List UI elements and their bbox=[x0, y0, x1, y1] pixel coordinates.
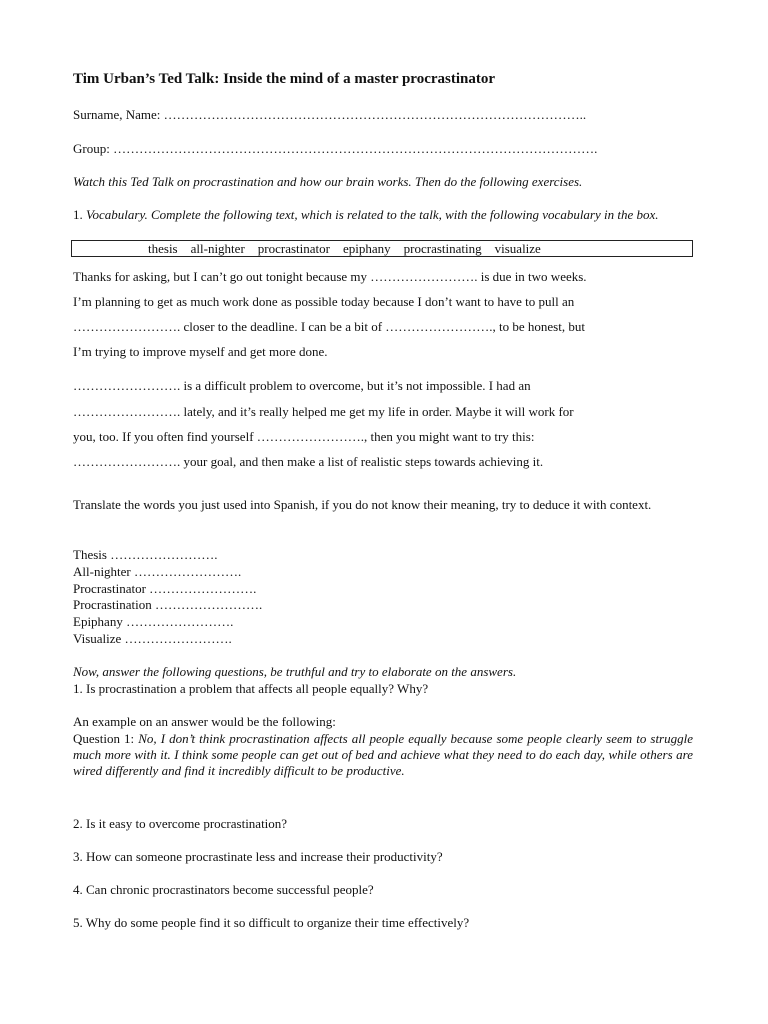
question-1: 1. Is procrastination a problem that affects all people equally? Why? bbox=[73, 681, 429, 696]
vocab-word: all-nighter bbox=[190, 240, 245, 256]
exercise1-instruction bbox=[73, 207, 693, 223]
group-field[interactable]: Group: …………………………………………………………………………………………………. bbox=[73, 141, 598, 156]
text-line: Thanks for asking, but I can’t go out tonight because my ……………………. is due in two weeks. bbox=[73, 269, 587, 284]
question-4: 4. Can chronic procrastinators become successful people? bbox=[73, 882, 374, 897]
text-line: I’m trying to improve myself and get more done. bbox=[73, 344, 328, 359]
text-line: ……………………. is a difficult problem to overcome, but it’s not impossible. I had an bbox=[73, 378, 531, 393]
text-line: ……………………. lately, and it’s really helped me get my life in order. Maybe it will work for bbox=[73, 404, 574, 419]
translate-item[interactable]: All-nighter ……………………. bbox=[73, 564, 242, 579]
translate-item[interactable]: Procrastination ……………………. bbox=[73, 597, 263, 612]
text-line: ……………………. closer to the deadline. I can be a bit of ……………………., to be honest, but bbox=[73, 319, 585, 334]
page-title: Tim Urban’s Ted Talk: Inside the mind of a master procrastinator bbox=[73, 71, 495, 87]
question-5: 5. Why do some people find it so difficult to organize their time effectively? bbox=[73, 915, 470, 930]
questions-instruction: Now, answer the following questions, be truthful and try to elaborate on the answers. bbox=[73, 664, 517, 679]
vocab-word: procrastinator bbox=[257, 240, 330, 256]
question-2: 2. Is it easy to overcome procrastination? bbox=[73, 816, 288, 831]
vocab-word: visualize bbox=[494, 240, 541, 256]
example-label: Question 1: bbox=[73, 731, 139, 746]
text-line: ……………………. your goal, and then make a list of realistic steps towards achieving it. bbox=[73, 454, 544, 469]
example-intro: An example on an answer would be the following: bbox=[73, 714, 336, 729]
vocab-word: thesis bbox=[148, 240, 178, 256]
text-line: you, too. If you often find yourself ……………………., then you might want to try this: bbox=[73, 429, 535, 444]
translate-instruction: Translate the words you just used into Spanish, if you do not know their meaning, try to deduce it with context. bbox=[73, 497, 652, 512]
exercise1-text: Vocabulary. Complete the following text, which is related to the talk, with the following vocabulary in the box. bbox=[86, 207, 659, 222]
translate-item[interactable]: Visualize ……………………. bbox=[73, 631, 232, 646]
example-answer: No, I don’t think procrastination affects all people equally because some people clearly seem to struggle much more with it. I think some people can get out of bed and achieve what they need to do each day, while others are wired differently and find it incredibly difficult to be productive. bbox=[73, 731, 693, 778]
example-answer-block bbox=[73, 731, 693, 779]
vocab-word: procrastinating bbox=[403, 240, 482, 256]
exercise1-number: 1. bbox=[73, 207, 83, 222]
translate-item[interactable]: Epiphany ……………………. bbox=[73, 614, 234, 629]
translate-item[interactable]: Thesis ……………………. bbox=[73, 547, 218, 562]
question-3: 3. How can someone procrastinate less and increase their productivity? bbox=[73, 849, 443, 864]
translate-item[interactable]: Procrastinator ……………………. bbox=[73, 581, 257, 596]
intro-text: Watch this Ted Talk on procrastination and how our brain works. Then do the following exercises. bbox=[73, 174, 583, 189]
vocab-word: epiphany bbox=[342, 240, 391, 256]
vocabulary-box bbox=[71, 240, 693, 257]
surname-field[interactable]: Surname, Name: …………………………………………………………………………………….. bbox=[73, 107, 587, 122]
text-line: I’m planning to get as much work done as possible today because I don’t want to have to pull an bbox=[73, 294, 575, 309]
